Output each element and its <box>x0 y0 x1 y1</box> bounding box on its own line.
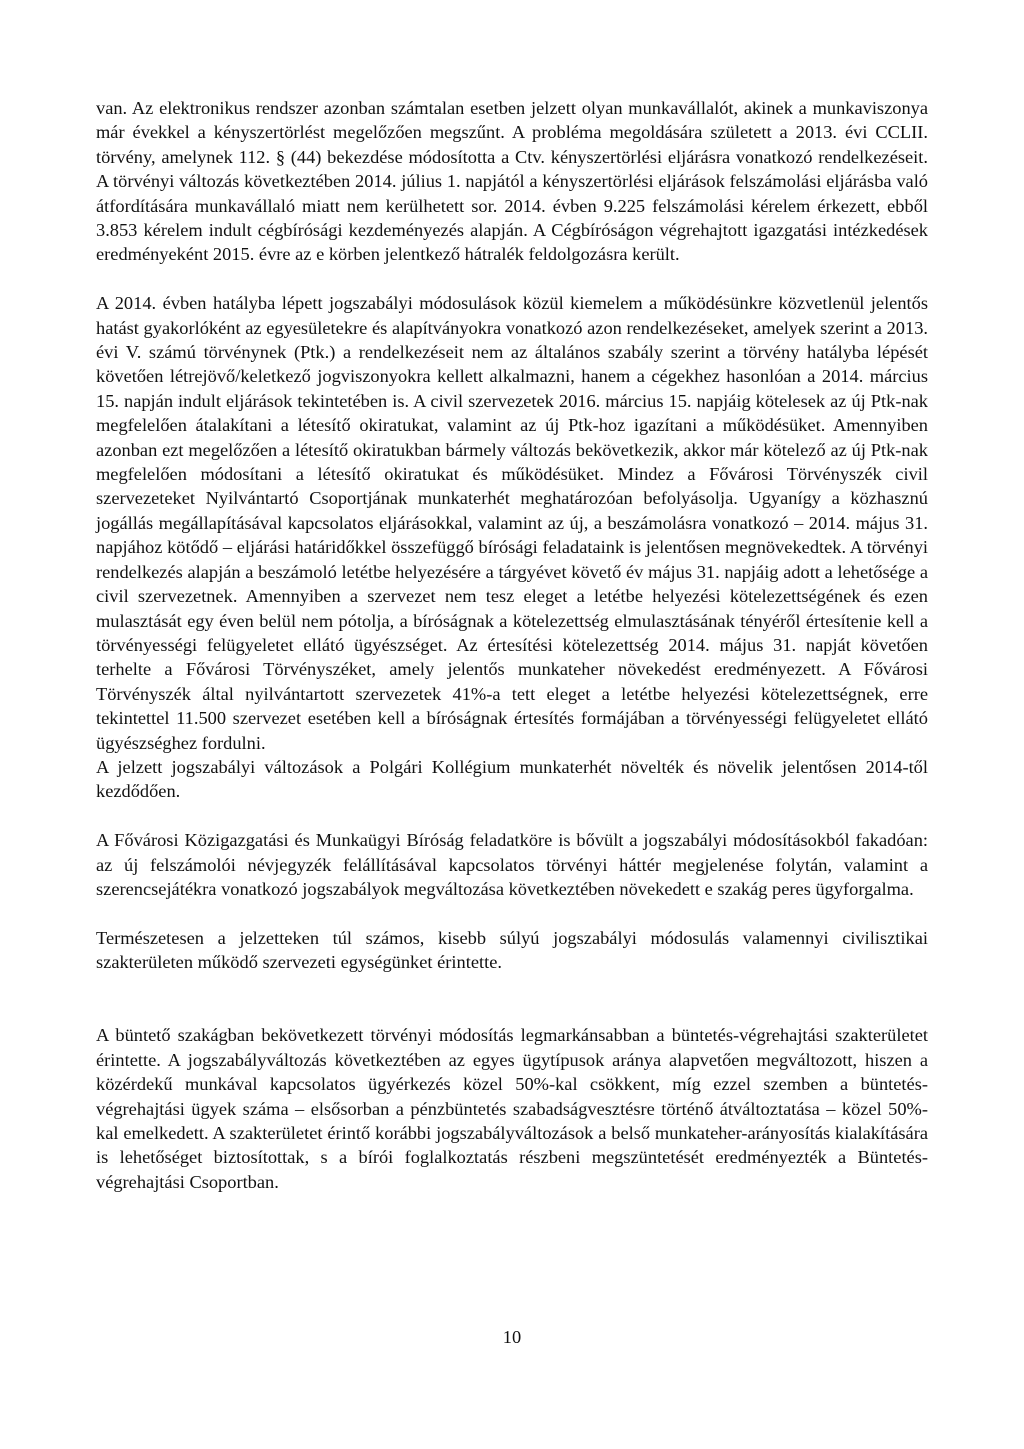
paragraph-civil-college-workload: A jelzett jogszabályi változások a Polgári Kollégium munkaterhét növelték és növelik jelentősen 2014-től kezdődően. <box>96 756 928 802</box>
page-number: 10 <box>502 1327 522 1347</box>
paragraph-registry-deletion: van. Az elektronikus rendszer azonban számtalan esetben jelzett olyan munkavállalót, akinek a munkaviszonya már évekkel a kényszertörlést megelőzően megszűnt. A probléma megoldására született a 2013. évi CCLII. törvény, amelynek 112. § (44) bekezdése módosította a Ctv. kényszertörlési eljárásra vonatkozó rendelkezéseit. A törvényi változás következtében 2014. július 1. napjától a kényszertörlési eljárások felszámolási eljárásba való átfordítására munkavállaló miatt nem kerülhetett sor. 2014. évben 9.225 felszámolási kérelem érkezett, ebből 3.853 kérelem indult cégbírósági kezdeményezés alapján. A Cégbíróságon végrehajtott igazgatási intézkedések eredményeként 2015. évre az e körben jelentkező hátralék feldolgozásra került. <box>96 98 928 265</box>
paragraph-civil-code-changes: A 2014. évben hatályba lépett jogszabályi módosulások közül kiemelem a működésünkre közvetlenül jelentős hatást gyakorlóként az egyesületekre és alapítványokra vonatkozó azon rendelkezéseket, amelyek szerint a 2013. évi V. számú törvénynek (Ptk.) a rendelkezéseit nem az általános szabály szerint a törvény hatályba lépését követően létrejövő/keletkező jogviszonyokra kellett alkalmazni, hanem a cégekhez hasonlóan a 2014. március 15. napján indult eljárások tekintetében is. A civil szervezetek 2016. március 15. napjáig kötelesek az új Ptk-nak megfelelően átalakítani a létesítő okiratukat, valamint az új Ptk-hoz igazítani a működésüket. Amennyiben azonban ezt megelőzően a létesítő okiratukban bármely változás bekövetkezik, akkor már kötelező az új Ptk-nak megfelelően módosítani a létesítő okiratukat és működésüket. Mindez a Fővárosi Törvényszék civil szervezeteket Nyilvántartó Csoportjának munkaterhét meghatározóan befolyásolja. Ugyanígy a közhasznú jogállás megállapításával kapcsolatos eljárásokkal, valamint az új, a beszámolásra vonatkozó – 2014. május 31. napjához kötődő – eljárási határidőkkel összefüggő bírósági feladataink is jelentősen megnövekedtek. A törvényi rendelkezés alapján a beszámoló letétbe helyezésére a tárgyévet követő év május 31. napjáig adott a lehetősége a civil szervezetnek. Amennyiben a szervezet nem tesz eleget a letétbe helyezési kötelezettségének és ezen mulasztását egy éven belül nem pótolja, a bíróságnak a kötelezettség elmulasztásának tényéről értesítenie kell a törvényességi felügyeletet ellátó ügyészséget. Az értesítési kötelezettség 2014. május 31. napját követően terhelte a Fővárosi Törvényszéket, amely jelentős munkateher növekedést eredményezett. A Fővárosi Törvényszék által nyilvántartott szervezetek 41%-a tett eleget a letétbe helyezési kötelezettségnek, erre tekintettel 11.500 szervezet esetében kell a bíróságnak értesítés formájában a törvényességi felügyeletet ellátó ügyészséghez fordulni. <box>96 293 928 753</box>
document-page <box>96 96 928 1194</box>
paragraph-criminal-branch: A büntető szakágban bekövetkezett törvényi módosítás legmarkánsabban a büntetés-végrehajtási szakterületet érintette. A jogszabályváltozás következtében az egyes ügytípusok aránya alapvetően megváltozott, hiszen a közérdekű munkával kapcsolatos ügyérkezés közel 50%-kal csökkent, míg ezzel szemben a büntetés-végrehajtási ügyek száma – elsősorban a pénzbüntetés szabadságvesztésre történő átváltoztatása – közel 50%-kal emelkedett. A szakterületet érintő korábbi jogszabályváltozások a belső munkateher-arányosítás kialakítására is lehetőséget biztosítottak, s a bírói foglalkoztatás részbeni megszüntetését eredményezték a Büntetés-végrehajtási Csoportban. <box>96 1025 928 1192</box>
paragraph-minor-changes: Természetesen a jelzetteken túl számos, kisebb súlyú jogszabályi módosulás valamennyi civilisztikai szakterületen működő szervezeti egységünket érintette. <box>96 927 928 973</box>
paragraph-administrative-court: A Fővárosi Közigazgatási és Munkaügyi Bíróság feladatköre is bővült a jogszabályi módosításokból fakadóan: az új felszámolói névjegyzék felállításával kapcsolatos törvényi háttér megjelenése folytán, valamint a szerencsejátékra vonatkozó jogszabályok megváltozása következtében növekedett e szakág peres ügyforgalma. <box>96 830 928 899</box>
